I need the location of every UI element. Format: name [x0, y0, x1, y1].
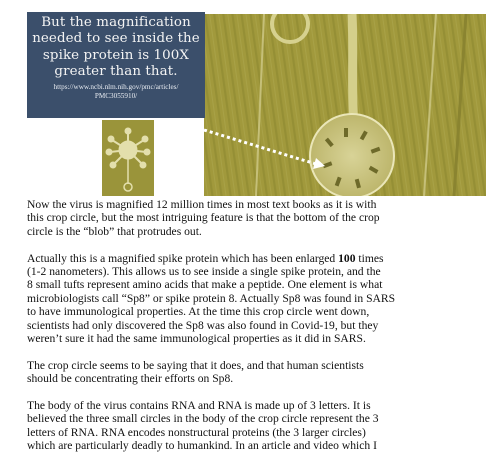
bold-number: 100 — [338, 251, 356, 265]
caption-text — [31, 15, 201, 81]
caption-line: But the magnification — [41, 15, 191, 30]
text-line: scientists had only discovered the Sp8 was also found in Covid-19, but they — [27, 318, 379, 332]
paragraph-virus-magnification — [27, 198, 483, 238]
text-line: should be concentrating their efforts on Sp8. — [27, 372, 234, 386]
crop-circle-thumbnail — [102, 120, 154, 196]
text-line: The body of the virus contains RNA and RNA is made up of 3 letters. It is — [27, 399, 371, 413]
text-line — [27, 252, 483, 265]
source-url-line[interactable]: PMC3055910/ — [94, 91, 138, 100]
text-line: (1-2 nanometers). This allows us to see inside a single spike protein, and the — [27, 265, 381, 279]
text-line: believed the three small circles in the body of the crop circle represent the 3 — [27, 412, 379, 426]
article-body — [27, 198, 483, 466]
caption-source-link[interactable] — [31, 83, 201, 101]
crop-circle-figure — [0, 0, 486, 196]
paragraph-rna — [27, 399, 483, 453]
text-line: letters of RNA. RNA encodes nonstructural proteins (the 3 larger circles) — [27, 425, 366, 439]
text-fragment: Actually this is a magnified spike protein which has been enlarged — [27, 251, 339, 265]
text-line: microbiologists call “Sp8” or spike protein 8. Actually Sp8 was found in SARS — [27, 291, 396, 305]
caption-line: needed to see inside the — [32, 31, 200, 47]
crop-circle-aerial-photo — [204, 14, 486, 196]
text-line: Now the virus is magnified 12 million times in most text books as it is with — [27, 198, 377, 211]
source-url-line[interactable]: https://www.ncbi.nlm.nih.gov/pmc/articles/ — [53, 82, 179, 91]
caption-line: greater than that. — [54, 64, 178, 80]
text-line: to have immunological properties. At the time this crop circle went down, — [27, 305, 370, 319]
text-fragment: times — [355, 251, 384, 265]
caption-line: spike protein is 100X — [42, 47, 190, 63]
text-line: which are particularly deadly to humankind. In an article and video which I — [27, 439, 377, 453]
paragraph-crop-circle-message — [27, 359, 483, 386]
text-line: this crop circle, but the most intriguing feature is that the bottom of the crop — [27, 211, 380, 225]
text-line: weren’t sure it had the same immunological properties as it did in SARS. — [27, 332, 366, 346]
text-line: The crop circle seems to be saying that it does, and that human scientists — [27, 358, 364, 372]
text-line: circle is the “blob” that protrudes out. — [27, 224, 202, 238]
text-line: 8 small tufts represent amino acids that make a peptide. One element is what — [27, 278, 383, 292]
image-caption — [27, 12, 205, 118]
paragraph-spike-protein — [27, 252, 483, 346]
